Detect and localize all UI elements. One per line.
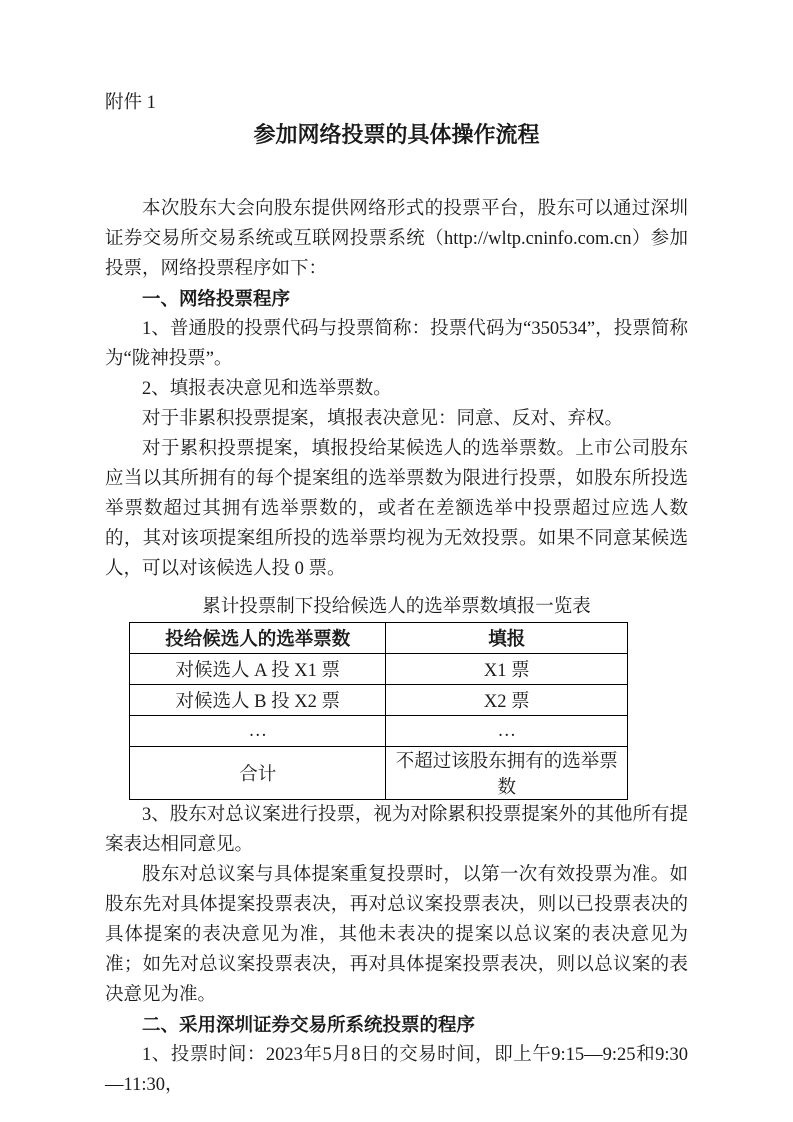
table-cell: … (386, 716, 628, 747)
table-cell: … (130, 716, 386, 747)
paragraph-voting-code: 1、普通股的投票代码与投票简称：投票代码为“350534”，投票简称为“陇神投票”。 (105, 319, 688, 369)
paragraph-fill-opinion: 2、填报表决意见和选举票数。 (142, 379, 392, 399)
table-cell: 对候选人 B 投 X2 票 (130, 685, 386, 716)
section-1-heading: 一、网络投票程序 (142, 288, 291, 309)
page-title: 参加网络投票的具体操作流程 (253, 122, 540, 147)
table-cell: 对候选人 A 投 X1 票 (130, 654, 386, 685)
table-row (130, 654, 628, 685)
table-cell: 不超过该股东拥有的选举票数 (386, 747, 628, 800)
table-cell: X2 票 (386, 685, 628, 716)
table-cell: X1 票 (386, 654, 628, 685)
paragraph-duplicate-voting: 股东对总议案与具体提案重复投票时，以第一次有效投票为准。如股东先对具体提案投票表决，再对总议案投票表决，则以已投票表决的具体提案的表决意见为准，其他未表决的提案以总议案的表决意见为准；如先对总议案投票表决，再对具体提案投票表决，则以总议案的表决意见为准。 (105, 865, 688, 1005)
table-header-fill: 填报 (386, 623, 628, 654)
attachment-label: 附件 1 (105, 93, 156, 113)
paragraph-non-cumulative: 对于非累积投票提案，填报表决意见：同意、反对、弃权。 (142, 409, 624, 429)
paragraph-voting-time: 1、投票时间：2023年5月8日的交易时间，即上午9:15—9:25和9:30—11:30， (105, 1045, 688, 1095)
section-2-heading: 二、采用深圳证券交易所系统投票的程序 (142, 1014, 476, 1035)
table-cell: 合计 (130, 747, 386, 800)
table-header-votes: 投给候选人的选举票数 (130, 623, 386, 654)
paragraph-general-proposal: 3、股东对总议案进行投票，视为对除累积投票提案外的其他所有提案表达相同意见。 (105, 805, 688, 855)
table-row (130, 716, 628, 747)
paragraph-cumulative: 对于累积投票提案，填报投给某候选人的选举票数。上市公司股东应当以其所拥有的每个提案组的选举票数为限进行投票，如股东所投选举票数超过其拥有选举票数的，或者在差额选举中投票超过应选人数的，其对该项提案组所投的选举票均视为无效投票。如果不同意某候选人，可以对该候选人投 0 票。 (105, 439, 688, 579)
cumulative-voting-table (129, 622, 628, 800)
table-row (130, 685, 628, 716)
paragraph-intro: 本次股东大会向股东提供网络形式的投票平台，股东可以通过深圳证券交易所交易系统或互联网投票系统（http://wltp.cninfo.com.cn）参加投票，网络投票程序如下： (105, 199, 688, 279)
table-header-row (130, 623, 628, 654)
table-row (130, 747, 628, 800)
table-caption: 累计投票制下投给候选人的选举票数填报一览表 (202, 597, 591, 617)
